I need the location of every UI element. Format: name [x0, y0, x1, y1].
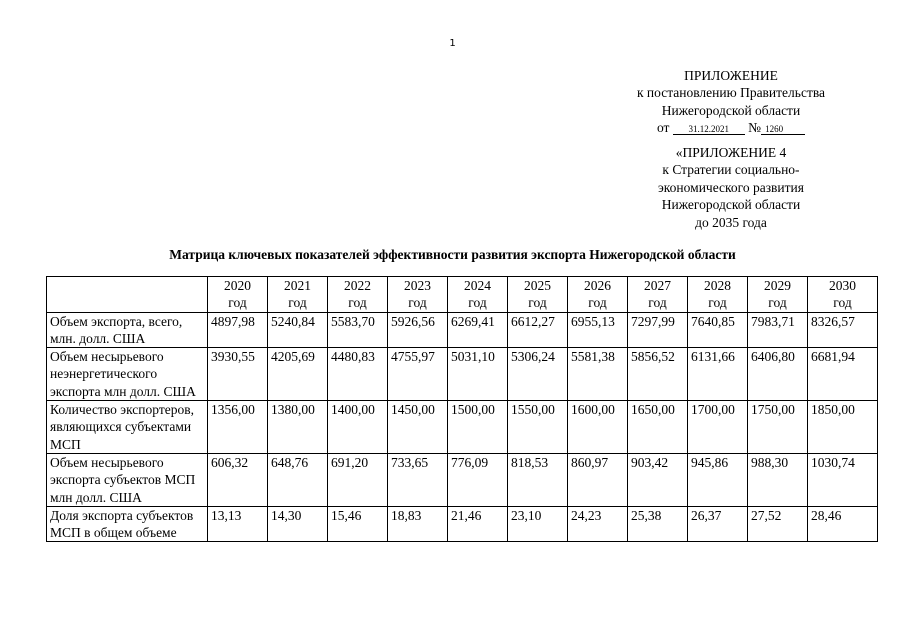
value-cell: 1600,00	[568, 401, 628, 454]
value-cell: 7640,85	[688, 312, 748, 348]
value-cell: 14,30	[268, 506, 328, 542]
value-cell: 1500,00	[448, 401, 508, 454]
year-label: 2026	[584, 278, 611, 293]
value-cell: 13,13	[208, 506, 268, 542]
value-cell: 606,32	[208, 453, 268, 506]
value-cell: 4755,97	[388, 348, 448, 401]
year-header-cell	[508, 277, 568, 313]
strategy-appendix-line: Нижегородской области	[661, 197, 801, 213]
value-cell: 6612,27	[508, 312, 568, 348]
table-row	[47, 453, 878, 506]
value-cell: 818,53	[508, 453, 568, 506]
value-cell: 4480,83	[328, 348, 388, 401]
year-suffix: год	[648, 295, 667, 311]
value-cell: 3930,55	[208, 348, 268, 401]
year-label: 2025	[524, 278, 551, 293]
appendix-title: ПРИЛОЖЕНИЕ	[684, 68, 778, 83]
value-cell: 5031,10	[448, 348, 508, 401]
value-cell: 27,52	[748, 506, 808, 542]
value-cell: 1700,00	[688, 401, 748, 454]
value-cell: 26,37	[688, 506, 748, 542]
indicator-name-cell: Объем экспорта, всего, млн. долл. США	[47, 312, 208, 348]
table-header-row	[47, 277, 878, 313]
strategy-appendix-line: к Стратегии социально-	[662, 162, 800, 178]
year-suffix: год	[768, 295, 787, 311]
value-cell: 1750,00	[748, 401, 808, 454]
value-cell: 1380,00	[268, 401, 328, 454]
year-label: 2030	[829, 278, 856, 293]
year-suffix: год	[408, 295, 427, 311]
year-suffix: год	[348, 295, 367, 311]
year-label: 2021	[284, 278, 311, 293]
year-suffix: год	[588, 295, 607, 311]
value-cell: 23,10	[508, 506, 568, 542]
year-suffix: год	[708, 295, 727, 311]
value-cell: 28,46	[808, 506, 878, 542]
appendix-line: к постановлению Правительства	[636, 85, 826, 101]
value-cell: 691,20	[328, 453, 388, 506]
year-header-cell	[808, 277, 878, 313]
strategy-appendix-header	[606, 144, 856, 231]
number-sign: №	[748, 120, 762, 136]
value-cell: 6131,66	[688, 348, 748, 401]
table-row	[47, 506, 878, 542]
year-suffix: год	[528, 295, 547, 311]
value-cell: 7297,99	[628, 312, 688, 348]
kpi-matrix-table	[46, 276, 878, 542]
value-cell: 18,83	[388, 506, 448, 542]
value-cell: 648,76	[268, 453, 328, 506]
value-cell: 8326,57	[808, 312, 878, 348]
year-header-cell	[748, 277, 808, 313]
table-row	[47, 401, 878, 454]
value-cell: 5306,24	[508, 348, 568, 401]
value-cell: 5581,38	[568, 348, 628, 401]
value-cell: 1650,00	[628, 401, 688, 454]
year-header-cell	[268, 277, 328, 313]
value-cell: 5926,56	[388, 312, 448, 348]
year-header-cell	[328, 277, 388, 313]
strategy-appendix-line: до 2035 года	[695, 214, 767, 230]
year-suffix: год	[468, 295, 487, 311]
value-cell: 15,46	[328, 506, 388, 542]
decree-date: 31.12.2021	[673, 124, 745, 135]
value-cell: 24,23	[568, 506, 628, 542]
year-header-cell	[448, 277, 508, 313]
indicator-name-cell: Количество экспортеров, являющихся субъектами МСП	[47, 401, 208, 454]
appendix-line: Нижегородской области	[661, 102, 801, 118]
date-prefix: от	[656, 120, 670, 136]
value-cell: 21,46	[448, 506, 508, 542]
value-cell: 776,09	[448, 453, 508, 506]
year-suffix: год	[228, 295, 247, 311]
year-label: 2029	[764, 278, 791, 293]
year-suffix: год	[833, 295, 852, 311]
value-cell: 1450,00	[388, 401, 448, 454]
year-label: 2028	[704, 278, 731, 293]
value-cell: 1030,74	[808, 453, 878, 506]
strategy-appendix-title: «ПРИЛОЖЕНИЕ 4	[675, 145, 787, 160]
value-cell: 903,42	[628, 453, 688, 506]
year-header-cell	[568, 277, 628, 313]
year-suffix: год	[288, 295, 307, 311]
year-label: 2022	[344, 278, 371, 293]
indicator-name-cell: Объем несырьевого экспорта субъектов МСП млн долл. США	[47, 453, 208, 506]
value-cell: 4897,98	[208, 312, 268, 348]
decree-number: 1260	[761, 124, 805, 135]
value-cell: 6955,13	[568, 312, 628, 348]
value-cell: 25,38	[628, 506, 688, 542]
value-cell: 860,97	[568, 453, 628, 506]
year-label: 2020	[224, 278, 251, 293]
value-cell: 945,86	[688, 453, 748, 506]
year-header-cell	[688, 277, 748, 313]
value-cell: 5240,84	[268, 312, 328, 348]
value-cell: 5583,70	[328, 312, 388, 348]
value-cell: 5856,52	[628, 348, 688, 401]
value-cell: 1400,00	[328, 401, 388, 454]
table-body	[47, 312, 878, 542]
appendix-header	[606, 67, 856, 137]
value-cell: 6406,80	[748, 348, 808, 401]
value-cell: 733,65	[388, 453, 448, 506]
year-header-cell	[388, 277, 448, 313]
indicator-name-cell: Доля экспорта субъектов МСП в общем объеме	[47, 506, 208, 542]
table-row	[47, 348, 878, 401]
strategy-appendix-line: экономического развития	[658, 179, 804, 195]
value-cell: 988,30	[748, 453, 808, 506]
table-row	[47, 312, 878, 348]
year-label: 2023	[404, 278, 431, 293]
value-cell: 7983,71	[748, 312, 808, 348]
value-cell: 1550,00	[508, 401, 568, 454]
value-cell: 6681,94	[808, 348, 878, 401]
year-header-cell	[208, 277, 268, 313]
value-cell: 1356,00	[208, 401, 268, 454]
value-cell: 1850,00	[808, 401, 878, 454]
page-number: 1	[449, 38, 456, 49]
indicator-name-cell: Объем несырьевого неэнергетического экспорта млн долл. США	[47, 348, 208, 401]
value-cell: 4205,69	[268, 348, 328, 401]
year-header-cell	[628, 277, 688, 313]
year-label: 2027	[644, 278, 671, 293]
indicator-header-cell	[47, 277, 208, 313]
value-cell: 6269,41	[448, 312, 508, 348]
year-label: 2024	[464, 278, 491, 293]
decree-date-number	[606, 119, 856, 136]
document-title: Матрица ключевых показателей эффективности развития экспорта Нижегородской области	[169, 247, 736, 262]
